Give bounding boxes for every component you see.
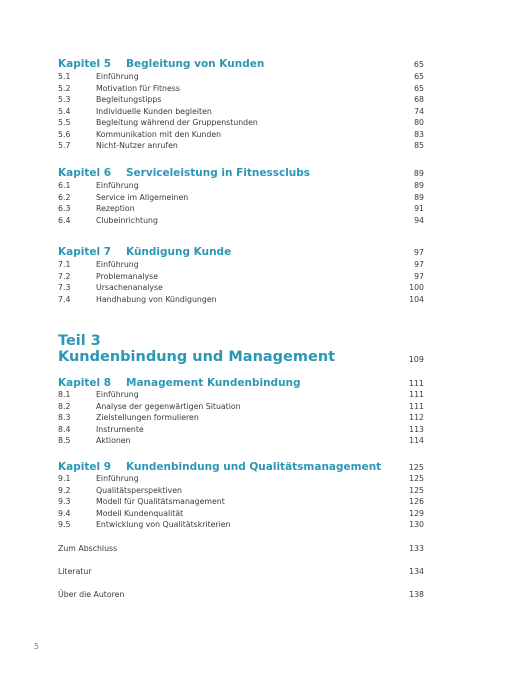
section-entry: [58, 282, 424, 293]
chapter-page: 65: [413, 60, 424, 69]
section-entry: [58, 473, 424, 484]
section-title: Nicht-Nutzer anrufen: [96, 141, 178, 150]
section-entry: [58, 508, 424, 519]
section-entry: [58, 259, 424, 270]
backmatter-entry: [58, 589, 424, 600]
chapter-page: 89: [413, 169, 424, 178]
section-title: Entwicklung von Qualitätskriterien: [96, 520, 231, 529]
section-entry: [58, 215, 424, 226]
section-title: Qualitätsperspektiven: [96, 485, 182, 495]
section-number: 5.6: [58, 129, 71, 139]
page-number: 5: [34, 642, 40, 651]
chapter-number: Kapitel 9: [58, 461, 112, 473]
backmatter-title: Zum Abschluss: [58, 544, 118, 553]
section-title: Einführung: [96, 260, 139, 269]
section-title: Problemanalyse: [96, 271, 159, 281]
section-entry: [58, 424, 424, 435]
section-entry: [58, 203, 424, 214]
section-page: 104: [409, 294, 424, 304]
section-entry: [58, 496, 424, 507]
section-page: 125: [409, 474, 424, 483]
section-entry: [58, 294, 424, 305]
chapter-heading: [58, 246, 424, 260]
section-page: 97: [414, 271, 424, 281]
section-page: 130: [409, 520, 424, 529]
chapter-number: Kapitel 6: [58, 167, 112, 179]
section-page: 129: [409, 508, 424, 518]
section-page: 111: [409, 401, 424, 411]
section-entry: [58, 412, 424, 423]
section-title: Kommunikation mit den Kunden: [96, 129, 222, 139]
section-number: 6.1: [58, 181, 71, 190]
section-entry: [58, 71, 424, 82]
section-title: Einführung: [96, 474, 139, 483]
section-entry: [58, 129, 424, 140]
section-page: 91: [414, 204, 424, 213]
section-number: 9.2: [58, 485, 71, 495]
section-title: Aktionen: [96, 436, 131, 445]
section-page: 97: [414, 260, 424, 269]
section-number: 5.5: [58, 118, 71, 127]
chapter-title: Serviceleistung in Fitnessclubs: [126, 167, 311, 179]
section-page: 85: [414, 141, 424, 150]
section-title: Modell Kundenqualität: [96, 508, 184, 518]
backmatter-entry: [58, 543, 424, 554]
section-entry: [58, 140, 424, 151]
section-entry: [58, 485, 424, 496]
section-entry: [58, 180, 424, 191]
section-number: 8.3: [58, 413, 71, 422]
section-number: 5.4: [58, 106, 71, 116]
section-number: 5.2: [58, 83, 71, 93]
section-title: Einführung: [96, 181, 139, 190]
backmatter-title: Literatur: [58, 567, 92, 576]
section-number: 6.3: [58, 204, 71, 213]
section-number: 8.1: [58, 390, 71, 399]
part-title: Kundenbindung und Management: [58, 349, 336, 365]
section-number: 9.1: [58, 474, 71, 483]
chapter-number: Kapitel 7: [58, 246, 112, 258]
section-entry: [58, 117, 424, 128]
chapter-title: Kündigung Kunde: [126, 246, 232, 258]
chapter-page: 111: [408, 379, 424, 388]
section-number: 6.2: [58, 192, 71, 202]
section-entry: [58, 435, 424, 446]
section-entry: [58, 94, 424, 105]
section-page: 113: [409, 424, 424, 434]
section-page: 94: [414, 215, 424, 225]
backmatter-page: 133: [409, 544, 424, 553]
section-page: 80: [414, 118, 424, 127]
section-page: 65: [414, 83, 424, 93]
section-number: 7.2: [58, 271, 71, 281]
section-page: 111: [409, 390, 424, 399]
section-title: Modell für Qualitätsmanagement: [96, 497, 225, 506]
section-title: Rezeption: [96, 204, 135, 213]
section-entry: [58, 271, 424, 282]
section-page: 126: [409, 497, 424, 506]
section-number: 5.7: [58, 141, 71, 150]
section-number: 8.4: [58, 424, 71, 434]
chapter-page: 97: [413, 248, 424, 257]
section-page: 83: [414, 129, 424, 139]
section-number: 5.3: [58, 95, 71, 104]
section-number: 5.1: [58, 72, 71, 81]
chapter-heading: [58, 167, 424, 181]
section-page: 68: [414, 95, 424, 104]
section-title: Clubeinrichtung: [96, 215, 158, 225]
section-title: Zielstellungen formulieren: [96, 413, 199, 422]
section-entry: [58, 192, 424, 203]
chapter-title: Management Kundenbindung: [126, 377, 301, 389]
section-title: Instrumente: [96, 424, 144, 434]
chapter-number: Kapitel 5: [58, 58, 112, 70]
section-number: 9.5: [58, 520, 71, 529]
section-number: 8.5: [58, 436, 71, 445]
backmatter-page: 138: [409, 590, 424, 599]
section-number: 7.4: [58, 294, 71, 304]
section-title: Handhabung von Kündigungen: [96, 294, 217, 304]
section-title: Ursachenanalyse: [96, 283, 163, 292]
chapter-heading: [58, 58, 424, 72]
section-number: 6.4: [58, 215, 71, 225]
section-page: 89: [414, 181, 424, 190]
section-title: Service im Allgemeinen: [96, 192, 189, 202]
section-page: 112: [409, 413, 424, 422]
section-title: Begleitung während der Gruppenstunden: [96, 118, 258, 127]
section-entry: [58, 83, 424, 94]
section-title: Einführung: [96, 390, 139, 399]
section-title: Analyse der gegenwärtigen Situation: [96, 401, 241, 411]
section-page: 65: [414, 72, 424, 81]
section-page: 100: [409, 283, 424, 292]
part-number: Teil 3: [58, 333, 101, 349]
section-page: 89: [414, 192, 424, 202]
chapter-number: Kapitel 8: [58, 377, 112, 389]
section-entry: [58, 389, 424, 400]
section-entry: [58, 106, 424, 117]
chapter-title: Begleitung von Kunden: [126, 58, 265, 70]
section-number: 7.1: [58, 260, 71, 269]
backmatter-entry: [58, 566, 424, 577]
backmatter-title: Über die Autoren: [58, 590, 125, 599]
section-number: 9.3: [58, 497, 71, 506]
section-title: Individuelle Kunden begleiten: [96, 106, 212, 116]
section-entry: [58, 401, 424, 412]
part-heading: [58, 333, 424, 365]
section-title: Einführung: [96, 72, 139, 81]
section-number: 7.3: [58, 283, 71, 292]
part-page: 109: [408, 355, 424, 364]
section-page: 74: [414, 106, 424, 116]
chapter-page: 125: [408, 463, 424, 472]
section-number: 9.4: [58, 508, 71, 518]
section-title: Begleitungstipps: [96, 95, 162, 104]
chapter-title: Kundenbindung und Qualitätsmanagement: [126, 461, 382, 473]
section-number: 8.2: [58, 401, 71, 411]
section-page: 114: [409, 436, 424, 445]
section-entry: [58, 519, 424, 530]
backmatter-page: 134: [409, 567, 424, 576]
section-page: 125: [409, 485, 424, 495]
section-title: Motivation für Fitness: [96, 83, 180, 93]
